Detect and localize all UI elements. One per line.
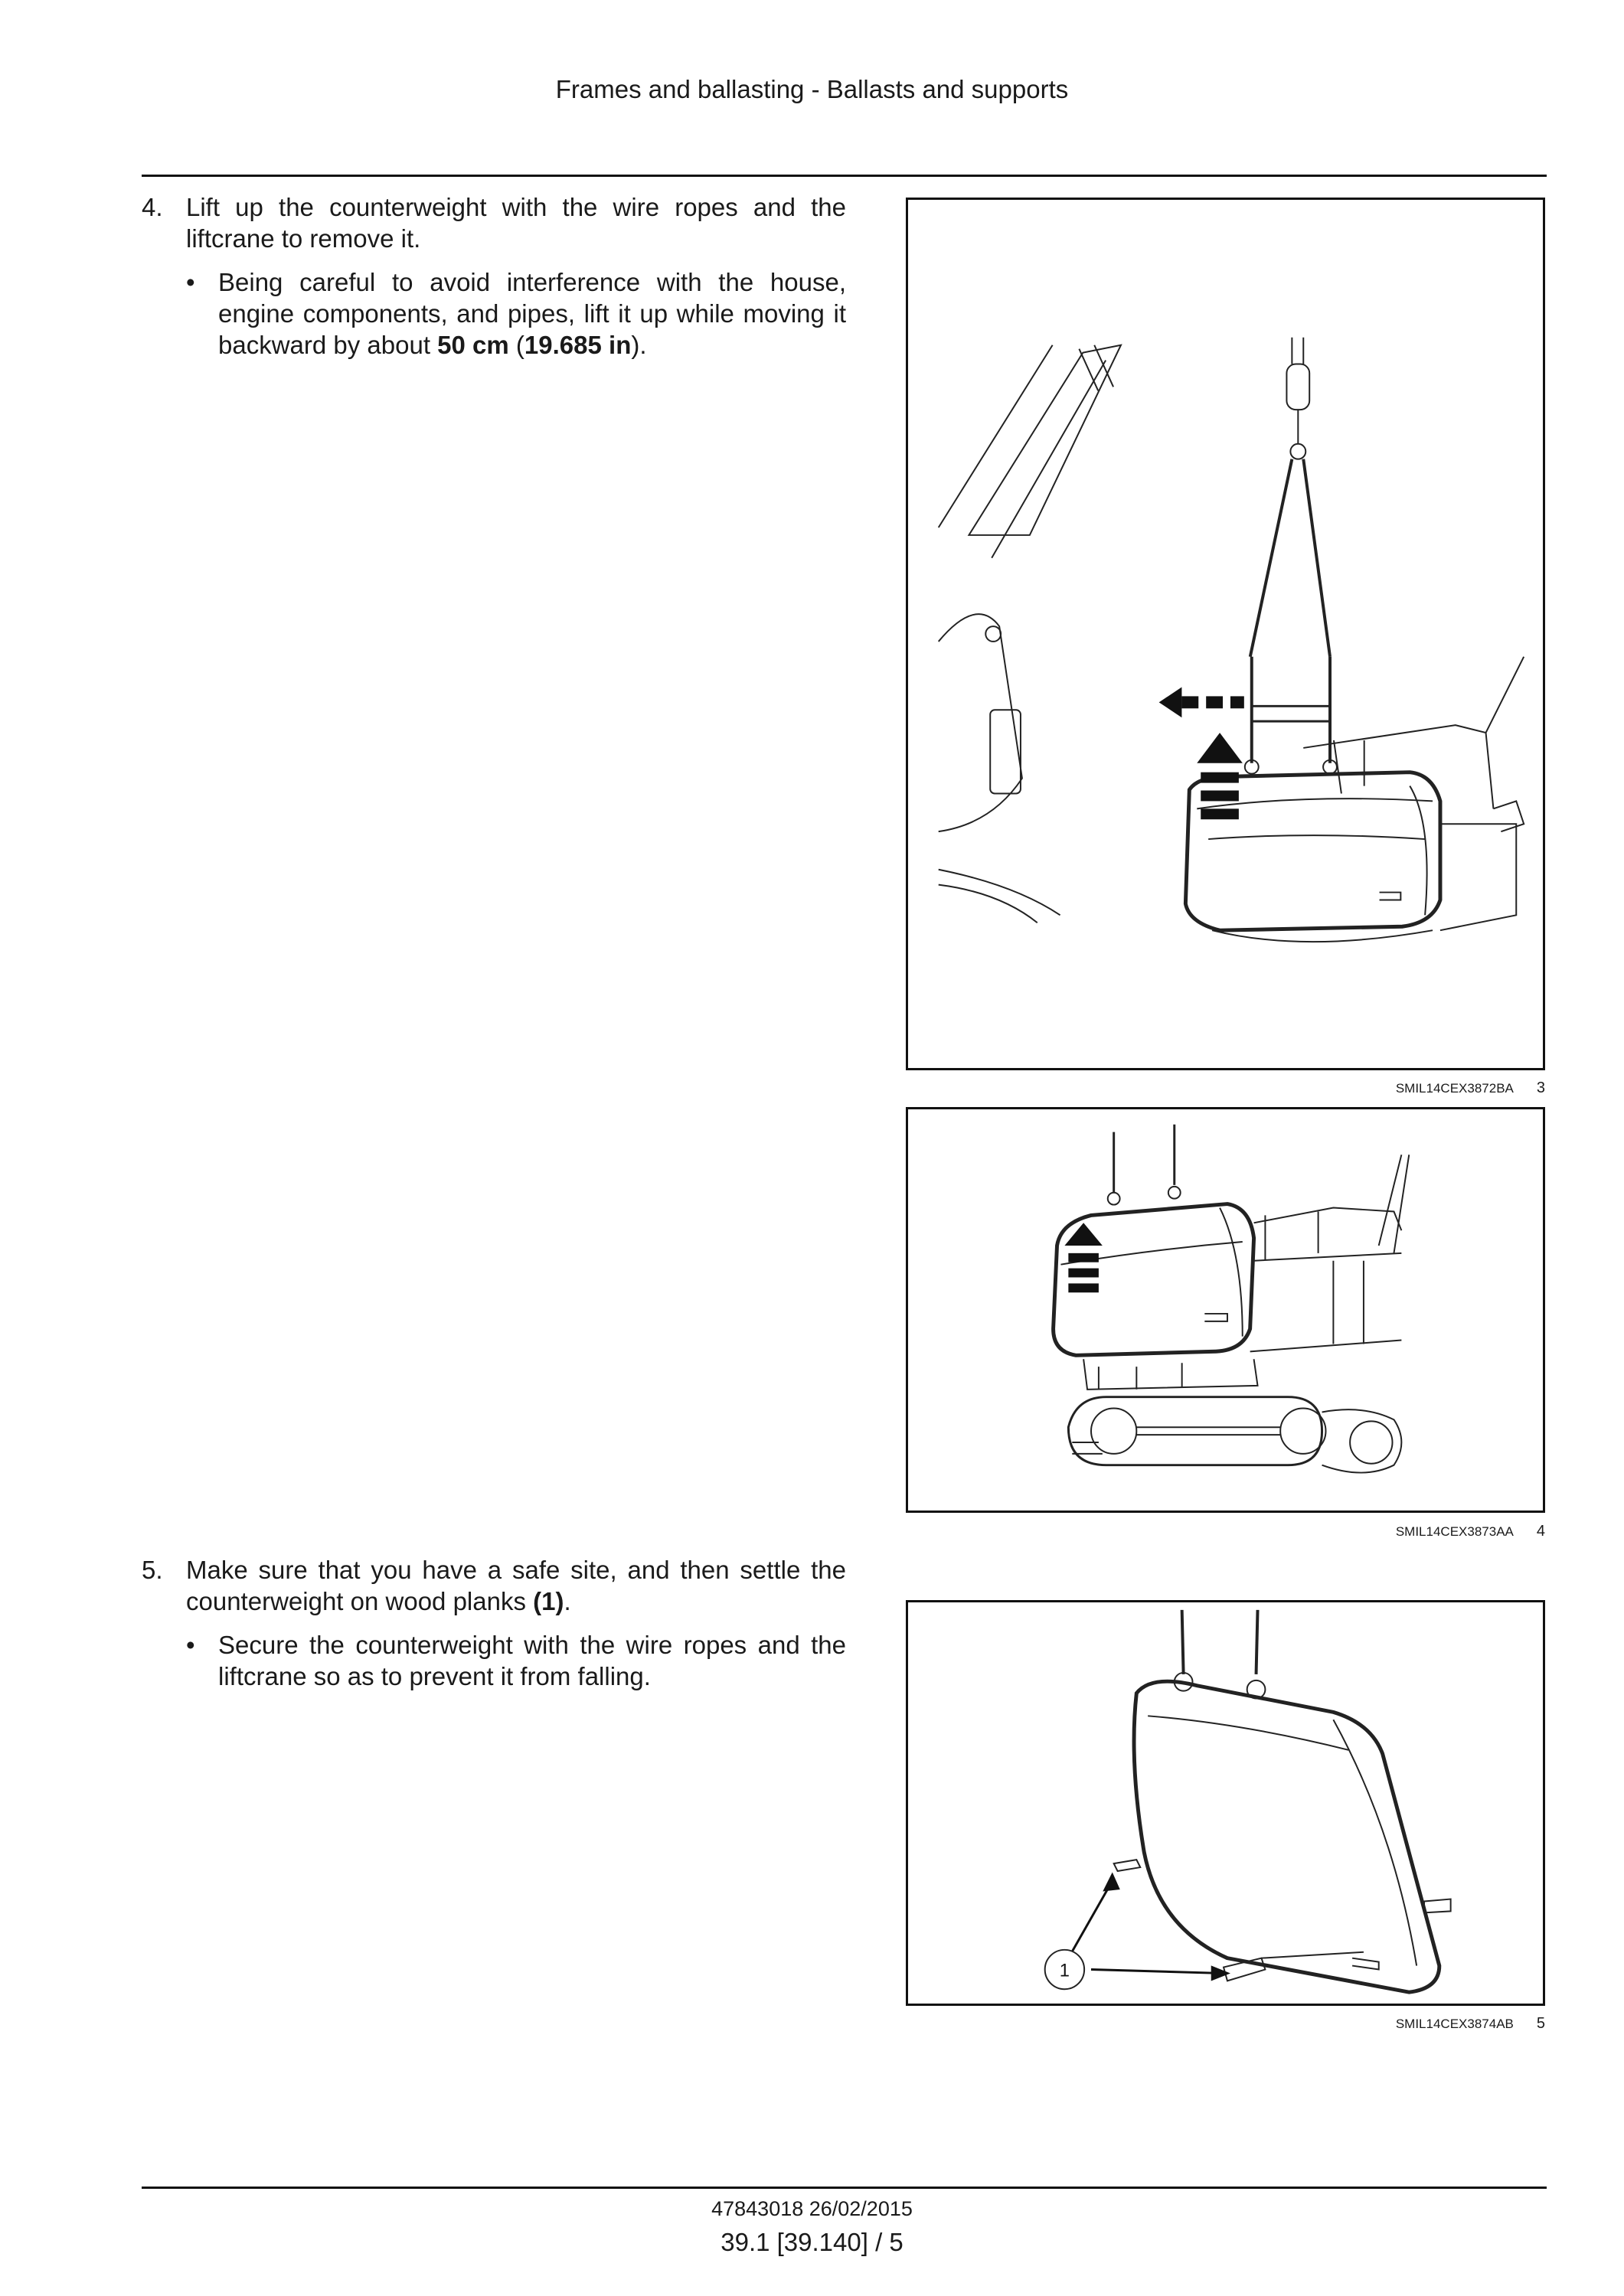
figure-code: SMIL14CEX3873AA: [1395, 1524, 1514, 1539]
figure-code: SMIL14CEX3874AB: [1395, 2017, 1514, 2031]
figure-number: 3: [1536, 1079, 1545, 1096]
bullet-dot: •: [186, 268, 195, 296]
step-text: Lift up the counterweight with the wire ropes and the liftcrane to remove it.: [186, 193, 846, 253]
callout-label: 1: [1059, 1961, 1070, 1981]
value-imperial: 19.685 in: [524, 331, 632, 359]
step-number: 5.: [142, 1556, 163, 1584]
paren-close: ).: [631, 331, 647, 359]
figure-3-caption: [906, 1079, 1545, 1097]
value-metric: 50 cm: [437, 331, 509, 359]
figure-4-caption: [906, 1523, 1545, 1540]
header-divider: [142, 175, 1547, 177]
figure-number: 4: [1536, 1523, 1545, 1540]
bullet-text: Secure the counterweight with the wire ropes and the liftcrane so as to prevent it from falling.: [218, 1631, 846, 1690]
step-bullet: [186, 1629, 846, 1692]
bullet-text: Being careful to avoid interference with the house, engine components, and pipes, lift it up while moving it backward by about: [218, 268, 846, 359]
figure-4-illustration: [908, 1109, 1543, 1511]
figure-3-illustration: [908, 200, 1543, 1068]
page-header-title: Frames and ballasting - Ballasts and supports: [555, 75, 1069, 103]
callout-reference: (1): [533, 1587, 564, 1615]
footer-document-reference: 47843018 26/02/2015: [711, 2197, 913, 2220]
figure-5-caption: [906, 2015, 1545, 2033]
step-5: [142, 1554, 846, 1692]
figure-5-counterweight-on-planks: [906, 1600, 1545, 2006]
step-4: [142, 191, 846, 361]
figure-number: 5: [1536, 2015, 1545, 2032]
step-number: 4.: [142, 193, 163, 221]
figure-code: SMIL14CEX3872BA: [1395, 1081, 1514, 1096]
bullet-dot: •: [186, 1631, 195, 1659]
figure-4-counterweight-house: [906, 1107, 1545, 1513]
figure-3-counterweight-lift: [906, 198, 1545, 1070]
footer-divider: [142, 2187, 1547, 2189]
figure-5-illustration: [908, 1602, 1543, 2004]
footer-page-reference: 39.1 [39.140] / 5: [721, 2228, 903, 2256]
step-text-end: .: [564, 1587, 571, 1615]
step-text: Make sure that you have a safe site, and then settle the counterweight on wood planks: [186, 1556, 846, 1615]
step-bullet: [186, 266, 846, 361]
paren-open: (: [508, 331, 524, 359]
